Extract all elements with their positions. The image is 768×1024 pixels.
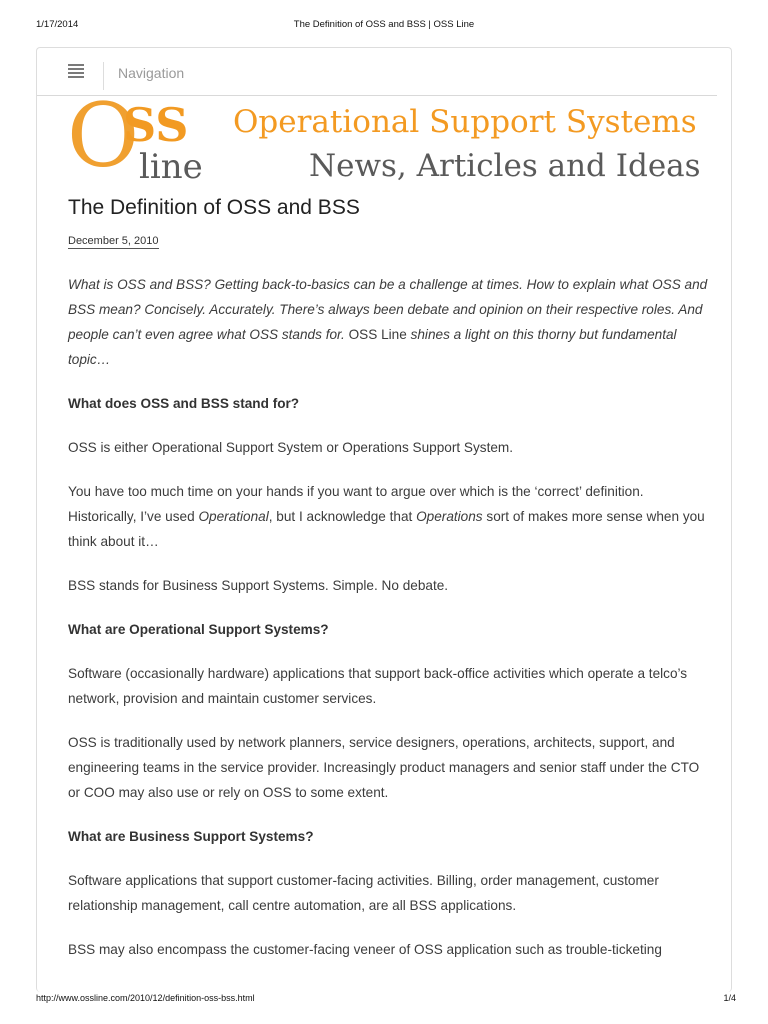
intro-tail: shines a light on this thorny but fundamental topic… xyxy=(68,327,677,367)
navigation-label[interactable]: Navigation xyxy=(118,65,185,81)
logo-word-line: line xyxy=(139,147,203,187)
banner-tagline-2: News, Articles and Ideas xyxy=(309,148,701,184)
paragraph: OSS is either Operational Support System or Operations Support System. xyxy=(68,440,514,455)
print-date: 1/17/2014 xyxy=(36,19,79,30)
page-card xyxy=(36,47,732,992)
emphasis-operations: Operations xyxy=(416,509,483,524)
print-url: http://www.ossline.com/2010/12/definition-oss-bss.html xyxy=(36,993,255,1003)
post-title: The Definition of OSS and BSS xyxy=(68,196,360,219)
emphasis-operational: Operational xyxy=(198,509,269,524)
banner-tagline-1: Operational Support Systems xyxy=(233,104,697,140)
section-heading-stand-for: What does OSS and BSS stand for? xyxy=(68,396,300,411)
intro-brand: OSS Line xyxy=(348,327,407,342)
paragraph: BSS stands for Business Support Systems. Simple. No debate. xyxy=(68,578,449,593)
paragraph: BSS may also encompass the customer-facing veneer of OSS application such as trouble-ticketing xyxy=(68,942,662,957)
print-footer xyxy=(0,993,768,1007)
logo-letters-ss: SS xyxy=(123,98,189,152)
paragraph: Software applications that support customer-facing activities. Billing, order management, customer relationship management, call centre automation, are all BSS applications. xyxy=(68,873,659,913)
paragraph-definition: You have too much time on your hands if you want to argue over which is the ‘correct’ definition. Historically, I’ve used Operational, but I acknowledge that Operations sort of makes more sense when you think about it… xyxy=(68,484,705,549)
section-heading-bss: What are Business Support Systems? xyxy=(68,829,314,844)
logo-letter-o: O xyxy=(67,84,138,187)
section-heading-oss: What are Operational Support Systems? xyxy=(68,622,329,637)
print-page-title: The Definition of OSS and BSS | OSS Line xyxy=(293,19,475,30)
post-content xyxy=(68,194,708,962)
intro-text: What is OSS and BSS? Getting back-to-basics can be a challenge at times. How to explain what OSS and BSS mean? Concisely. Accurately. There’s always been debate and opinion on their respective roles. And people can’t even agree what OSS stands for. xyxy=(68,277,708,342)
print-header xyxy=(0,19,768,33)
paragraph: Software (occasionally hardware) applications that support back-office activities which operate a telco’s network, provision and maintain customer services. xyxy=(68,666,688,706)
hamburger-menu-icon xyxy=(68,64,84,66)
paragraph: OSS is traditionally used by network planners, service designers, operations, architects, support, and engineering teams in the service provider. Increasingly product managers and senior staff under the CTO or COO may also use or rely on OSS to some extent. xyxy=(68,735,700,800)
post-intro xyxy=(68,272,708,372)
site-logo[interactable] xyxy=(67,84,217,190)
print-page-number: 1/4 xyxy=(723,993,736,1003)
navbar xyxy=(37,48,717,96)
post-date-link[interactable]: December 5, 2010 xyxy=(68,235,159,247)
